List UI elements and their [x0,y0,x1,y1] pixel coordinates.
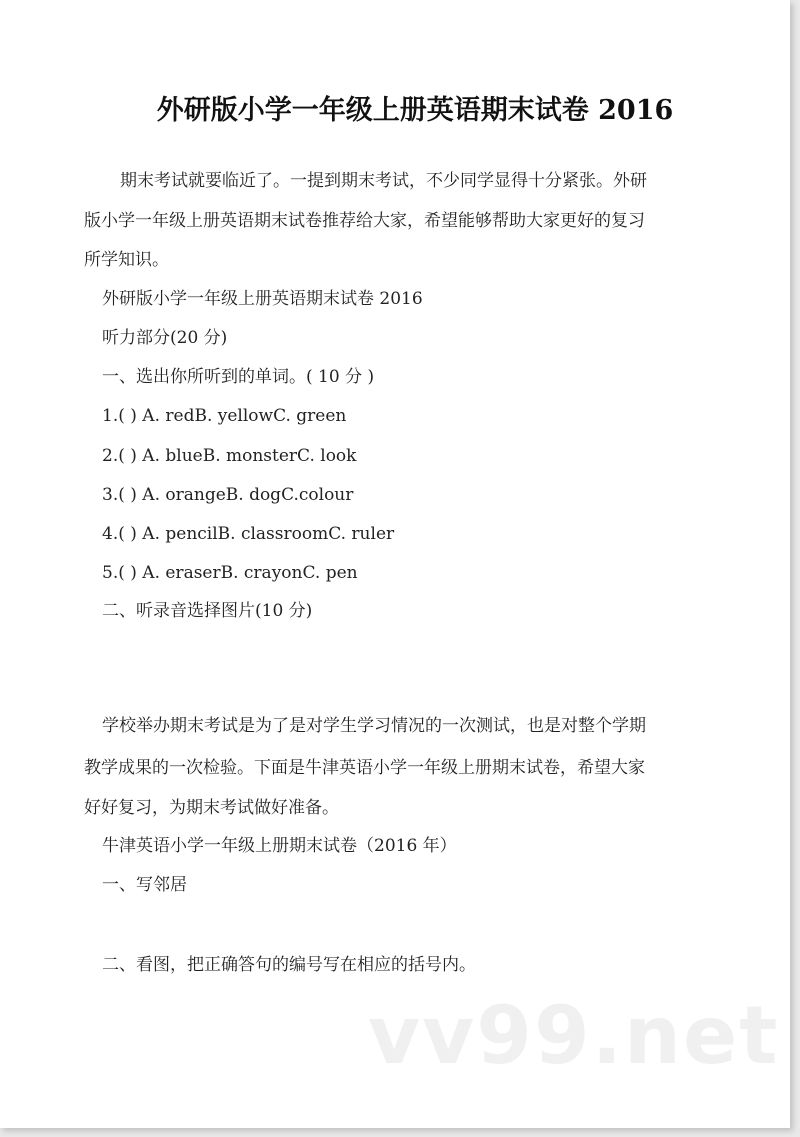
section1-heading: 一、选出你所听到的单词。( 10 分 ) [102,367,375,387]
second-intro-line-1: 学校举办期末考试是为了是对学生学习情况的一次测试，也是对整个学期 [102,716,646,736]
question-item-1: 1.( ) A. redB. yellowC. green [102,406,347,426]
watermark-text: vv99.net [368,989,780,1082]
second-intro-line-3: 好好复习，为期末考试做好准备。 [84,798,339,818]
intro-line-1: 期末考试就要临近了。一提到期末考试，不少同学显得十分紧张。外研 [120,171,647,191]
intro-line-2: 版小学一年级上册英语期末试卷推荐给大家，希望能够帮助大家更好的复习 [84,211,645,231]
exam-subtitle: 外研版小学一年级上册英语期末试卷 2016 [102,289,423,309]
part1-heading: 一、写邻居 [102,875,187,895]
second-intro-line-2: 教学成果的一次检验。下面是牛津英语小学一年级上册期末试卷，希望大家 [84,758,645,778]
question-item-4: 4.( ) A. pencilB. classroomC. ruler [102,524,395,544]
document-title: 外研版小学一年级上册英语期末试卷 2016 [156,95,674,126]
section2-heading: 二、听录音选择图片(10 分) [102,601,313,621]
second-exam-title: 牛津英语小学一年级上册期末试卷（2016 年） [102,836,457,856]
intro-line-3: 所学知识。 [84,250,169,270]
listening-heading: 听力部分(20 分) [102,328,228,348]
question-item-2: 2.( ) A. blueB. monsterC. look [102,446,357,466]
part2-heading: 二、看图，把正确答句的编号写在相应的括号内。 [102,955,476,975]
question-item-3: 3.( ) A. orangeB. dogC.colour [102,485,354,505]
question-item-5: 5.( ) A. eraserB. crayonC. pen [102,563,358,583]
